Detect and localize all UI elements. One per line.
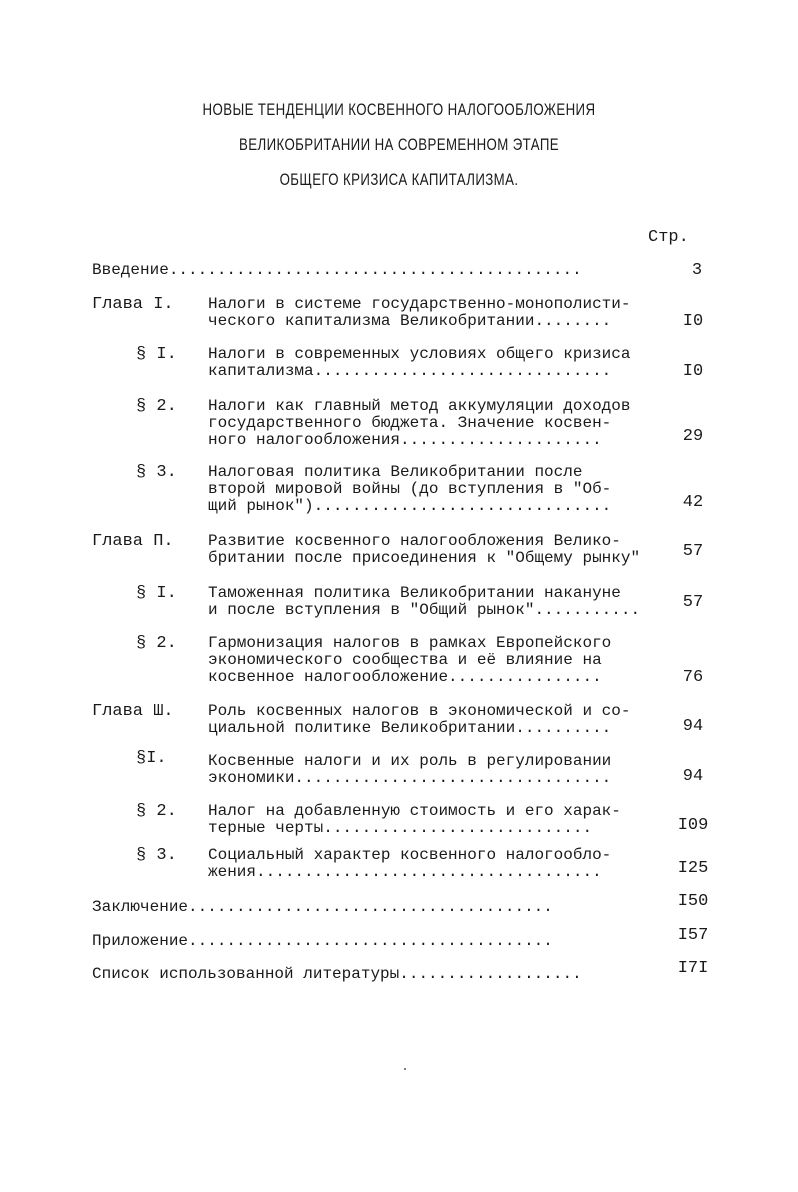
toc-entry-page: 3 — [691, 261, 703, 280]
toc-entry-label: Глава П. — [92, 532, 174, 551]
title-line-1: НОВЫЕ ТЕНДЕНЦИИ КОСВЕННОГО НАЛОГООБЛОЖЕНИЯ — [202, 100, 596, 119]
toc-entry-line: Налоги как главный метод аккумуляции доходов — [208, 397, 631, 415]
toc-entry-label: § I. — [136, 584, 177, 603]
page-column-label: Стр. — [648, 228, 689, 247]
toc-entry-line: государственного бюджета. Значение косвен- — [208, 414, 612, 432]
toc-entry-line: ческого капитализма Великобритании........ — [208, 312, 612, 330]
toc-entry-label: Глава I. — [92, 295, 174, 314]
toc-entry-line: ного налогообложения..................... — [208, 431, 602, 449]
toc-entry-line: Социальный характер косвенного налогообло- — [208, 846, 612, 864]
toc-entry-text: Введение........................................... — [92, 261, 582, 279]
toc-entry-line: британии после присоединения к "Общему рынку" — [208, 549, 641, 567]
toc-entry-page: I50 — [677, 892, 709, 911]
toc-entry-page: 94 — [682, 767, 704, 786]
toc-entry-line: капитализма............................... — [208, 362, 612, 380]
toc-entry-line: щий рынок")............................... — [208, 497, 612, 515]
toc-entry-line: и после вступления в "Общий рынок"........... — [208, 601, 641, 619]
toc-entry-label: Глава Ш. — [92, 702, 174, 721]
toc-entry-line: Налоги в современных условиях общего кризиса — [208, 345, 631, 363]
toc-entry-text: Заключение...................................... — [92, 898, 553, 916]
toc-entry-line: Гармонизация налогов в рамках Европейского — [208, 634, 612, 652]
toc-entry-line: Таможенная политика Великобритании накануне — [208, 584, 621, 602]
toc-entry-line: циальной политике Великобритании.......... — [208, 719, 612, 737]
toc-entry-page: 76 — [682, 668, 704, 687]
toc-entry-line: Роль косвенных налогов в экономической и со- — [208, 702, 631, 720]
toc-entry-line: экономики................................. — [208, 769, 612, 787]
toc-entry-page: I0 — [682, 362, 704, 381]
toc-entry-page: 42 — [682, 493, 704, 512]
toc-entry-page: 57 — [682, 542, 704, 561]
toc-entry-label: § 2. — [136, 634, 177, 653]
toc-entry-line: косвенное налогообложение................ — [208, 668, 602, 686]
title-line-2: ВЕЛИКОБРИТАНИИ НА СОВРЕМЕННОМ ЭТАПЕ — [239, 135, 559, 154]
toc-entry-line: второй мировой войны (до вступления в "Об- — [208, 480, 612, 498]
toc-entry-page: I25 — [677, 859, 709, 878]
toc-entry-page: I57 — [677, 926, 709, 945]
toc-entry-page: 57 — [682, 593, 704, 612]
toc-entry-label: § I. — [136, 345, 177, 364]
toc-entry-label: § 3. — [136, 846, 177, 865]
toc-entry-page: 94 — [682, 717, 704, 736]
toc-entry-line: жения.................................... — [208, 863, 602, 881]
toc-entry-line: Налоги в системе государственно-монополисти- — [208, 295, 631, 313]
toc-entry-page: I0 — [682, 312, 704, 331]
toc-entry-label: § 2. — [136, 397, 177, 416]
scan-speck — [404, 1068, 406, 1070]
toc-entry-line: Налоговая политика Великобритании после — [208, 463, 583, 481]
toc-entry-line: терные черты............................ — [208, 819, 593, 837]
toc-entry-label: §I. — [136, 749, 167, 768]
title-line-3: ОБЩЕГО КРИЗИСА КАПИТАЛИЗМА. — [279, 170, 519, 189]
toc-entry-label: § 2. — [136, 802, 177, 821]
toc-entry-line: Косвенные налоги и их роль в регулировании — [208, 752, 612, 770]
toc-entry-text: Приложение...................................... — [92, 932, 553, 950]
toc-entry-page: 29 — [682, 427, 704, 446]
toc-entry-page: I09 — [677, 816, 709, 835]
toc-entry-line: экономического сообщества и её влияние на — [208, 651, 602, 669]
toc-entry-text: Список использованной литературы................... — [92, 965, 582, 983]
toc-entry-line: Развитие косвенного налогообложения Велико- — [208, 532, 621, 550]
toc-entry-label: § 3. — [136, 463, 177, 482]
toc-entry-line: Налог на добавленную стоимость и его харак- — [208, 802, 621, 820]
toc-entry-page: I7I — [677, 959, 709, 978]
